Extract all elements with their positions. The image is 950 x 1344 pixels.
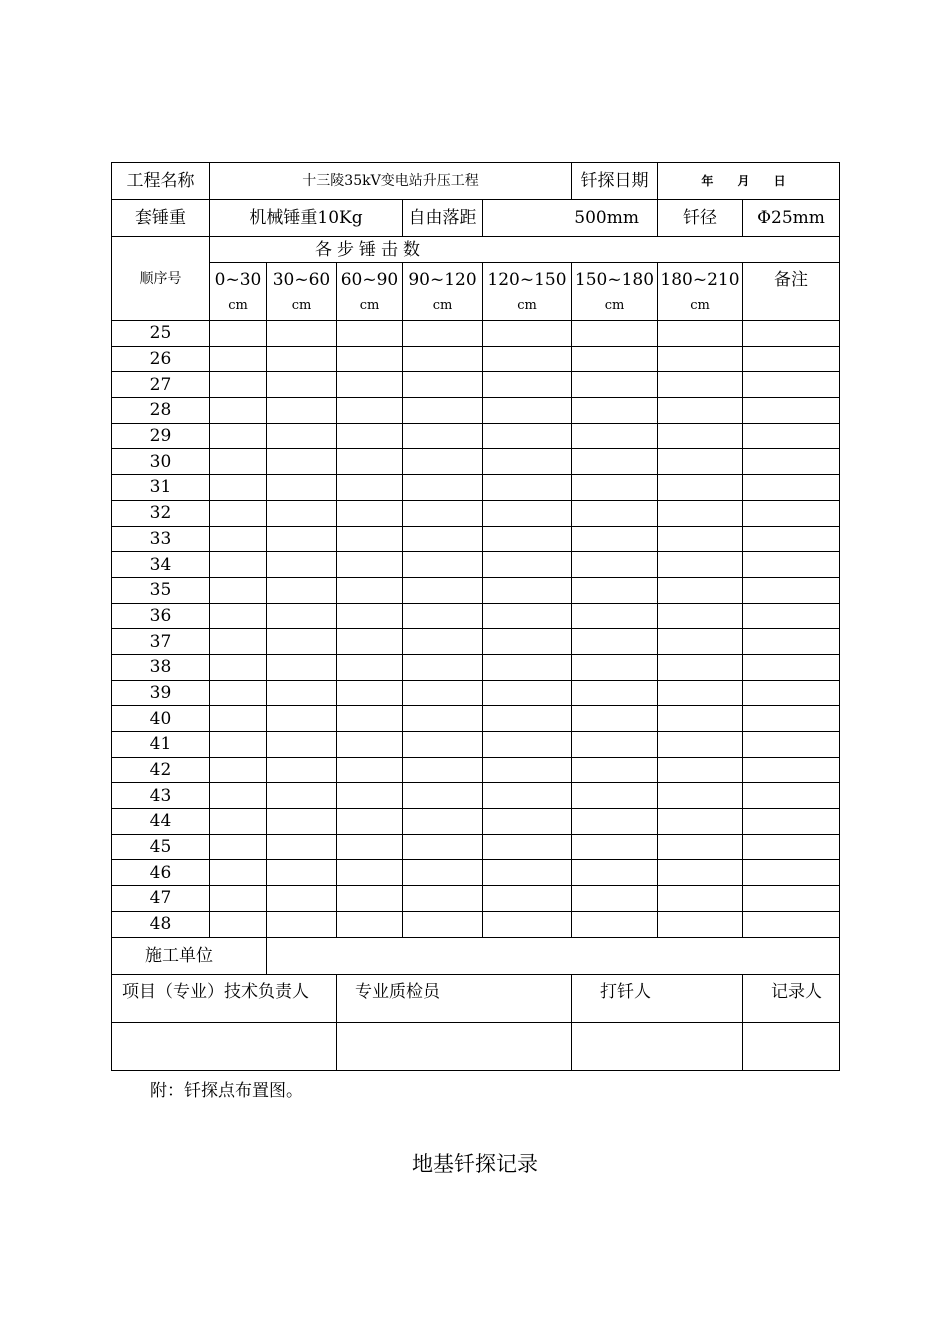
depth-column-header	[572, 263, 658, 321]
blow-count-cell	[743, 372, 840, 398]
table-row	[112, 475, 840, 501]
blow-count-cell	[337, 321, 403, 347]
blow-count-cell	[743, 398, 840, 424]
blow-count-cell	[743, 732, 840, 758]
blow-count-cell	[267, 423, 337, 449]
blow-count-cell	[572, 886, 658, 912]
recorder-label: 记录人	[743, 974, 840, 1022]
blow-count-cell	[743, 475, 840, 501]
blow-count-cell	[403, 577, 483, 603]
blow-count-cell	[403, 398, 483, 424]
blow-count-cell	[743, 809, 840, 835]
table-row	[112, 860, 840, 886]
blow-count-cell	[403, 423, 483, 449]
blow-count-cell	[743, 603, 840, 629]
depth-range: 90~120	[408, 270, 477, 290]
blow-count-cell	[572, 321, 658, 347]
depth-unit: cm	[690, 298, 710, 313]
blow-count-cell	[210, 809, 267, 835]
table-row	[112, 398, 840, 424]
table-row	[112, 654, 840, 680]
depth-range: 60~90	[340, 270, 399, 290]
blow-count-cell	[572, 500, 658, 526]
blow-count-cell	[658, 809, 743, 835]
depth-range: 180~210	[660, 270, 740, 290]
blow-count-cell	[572, 423, 658, 449]
blow-count-cell	[572, 372, 658, 398]
row-number: 28	[112, 398, 210, 424]
blow-count-cell	[743, 500, 840, 526]
row-number: 42	[112, 757, 210, 783]
construction-unit-label: 施工单位	[112, 937, 267, 974]
free-fall-label: 自由落距	[403, 200, 483, 237]
blow-count-cell	[267, 911, 337, 937]
depth-unit: cm	[604, 298, 625, 313]
table-row	[112, 500, 840, 526]
blow-count-cell	[483, 757, 572, 783]
blow-count-cell	[210, 680, 267, 706]
blow-count-cell	[337, 526, 403, 552]
table-row	[112, 783, 840, 809]
rod-diameter-value: Φ25mm	[743, 200, 840, 237]
blow-count-cell	[210, 732, 267, 758]
blow-count-cell	[337, 449, 403, 475]
blow-count-cell	[210, 475, 267, 501]
blow-count-cell	[403, 346, 483, 372]
table-row	[112, 706, 840, 732]
blow-count-cell	[337, 757, 403, 783]
quality-inspector-signature	[337, 1022, 572, 1070]
blow-count-cell	[658, 629, 743, 655]
blow-count-cell	[658, 577, 743, 603]
blow-count-cell	[210, 629, 267, 655]
table-row	[112, 680, 840, 706]
blow-count-cell	[267, 809, 337, 835]
row-number: 37	[112, 629, 210, 655]
blow-count-cell	[403, 372, 483, 398]
row-number: 40	[112, 706, 210, 732]
blow-count-cell	[337, 552, 403, 578]
blow-count-cell	[403, 860, 483, 886]
blow-count-cell	[210, 860, 267, 886]
blow-count-cell	[658, 834, 743, 860]
blow-count-cell	[210, 706, 267, 732]
blow-count-cell	[658, 886, 743, 912]
blow-count-cell	[572, 475, 658, 501]
blow-count-cell	[658, 732, 743, 758]
blow-count-cell	[483, 526, 572, 552]
blow-count-cell	[483, 834, 572, 860]
row-number: 39	[112, 680, 210, 706]
blow-count-cell	[743, 629, 840, 655]
row-number: 46	[112, 860, 210, 886]
row-number: 35	[112, 577, 210, 603]
blow-count-cell	[337, 860, 403, 886]
blow-count-cell	[572, 834, 658, 860]
row-number: 29	[112, 423, 210, 449]
blow-count-cell	[267, 680, 337, 706]
blow-count-cell	[483, 449, 572, 475]
blow-count-cell	[267, 500, 337, 526]
remarks-header: 备注	[743, 263, 840, 321]
blow-count-cell	[210, 654, 267, 680]
blow-count-cell	[572, 757, 658, 783]
blow-count-cell	[337, 809, 403, 835]
blow-count-cell	[483, 398, 572, 424]
blow-count-cell	[483, 475, 572, 501]
recorder-signature	[743, 1022, 840, 1070]
blow-count-cell	[337, 475, 403, 501]
blow-count-cell	[572, 860, 658, 886]
blow-count-cell	[658, 706, 743, 732]
blow-count-cell	[267, 449, 337, 475]
depth-range: 150~180	[574, 270, 655, 290]
rod-diameter-label: 钎径	[658, 200, 743, 237]
blow-count-cell	[483, 346, 572, 372]
quality-inspector-label: 专业质检员	[337, 974, 572, 1022]
blow-count-cell	[572, 603, 658, 629]
row-number: 32	[112, 500, 210, 526]
blow-count-cell	[403, 526, 483, 552]
construction-unit-value	[267, 937, 840, 974]
blow-count-cell	[743, 706, 840, 732]
blow-count-cell	[267, 552, 337, 578]
row-number: 47	[112, 886, 210, 912]
row-number: 41	[112, 732, 210, 758]
probe-date-value: 年 月 日	[658, 163, 840, 200]
blow-count-cell	[267, 654, 337, 680]
blow-count-cell	[743, 680, 840, 706]
blow-count-cell	[658, 500, 743, 526]
free-fall-value: 500mm	[483, 200, 658, 237]
blow-count-cell	[337, 500, 403, 526]
depth-unit: cm	[228, 298, 248, 313]
blow-count-cell	[210, 603, 267, 629]
blow-count-cell	[403, 809, 483, 835]
table-row	[112, 552, 840, 578]
depth-column-header	[267, 263, 337, 321]
blow-count-cell	[337, 834, 403, 860]
blow-count-cell	[337, 629, 403, 655]
blow-count-cell	[267, 860, 337, 886]
row-number: 25	[112, 321, 210, 347]
blow-count-cell	[658, 603, 743, 629]
table-row	[112, 732, 840, 758]
blow-count-cell	[267, 398, 337, 424]
blow-count-cell	[658, 552, 743, 578]
table-row	[112, 911, 840, 937]
blow-count-cell	[572, 732, 658, 758]
blow-count-cell	[337, 680, 403, 706]
row-number: 30	[112, 449, 210, 475]
blow-count-cell	[267, 577, 337, 603]
table-row	[112, 577, 840, 603]
blow-count-cell	[743, 860, 840, 886]
blow-count-cell	[337, 783, 403, 809]
blow-count-cell	[658, 475, 743, 501]
blow-count-cell	[572, 629, 658, 655]
blow-count-cell	[337, 423, 403, 449]
blow-count-cell	[337, 372, 403, 398]
tech-lead-label: 项目（专业）技术负责人	[112, 974, 337, 1022]
blow-count-cell	[483, 423, 572, 449]
blow-count-cell	[658, 911, 743, 937]
blow-count-cell	[658, 757, 743, 783]
blow-count-cell	[403, 706, 483, 732]
blow-count-cell	[658, 680, 743, 706]
blow-count-cell	[267, 475, 337, 501]
blow-count-cell	[403, 732, 483, 758]
blow-count-cell	[337, 732, 403, 758]
blow-count-cell	[483, 577, 572, 603]
blow-count-cell	[743, 577, 840, 603]
table-row	[112, 834, 840, 860]
blow-count-cell	[403, 475, 483, 501]
blow-count-cell	[483, 629, 572, 655]
depth-column-header	[403, 263, 483, 321]
blow-count-cell	[337, 886, 403, 912]
blow-count-cell	[483, 603, 572, 629]
blow-count-cell	[210, 577, 267, 603]
blow-count-cell	[267, 706, 337, 732]
table-row	[112, 372, 840, 398]
blow-count-cell	[572, 577, 658, 603]
row-number: 38	[112, 654, 210, 680]
blow-count-cell	[267, 346, 337, 372]
row-number: 45	[112, 834, 210, 860]
blow-count-cell	[337, 346, 403, 372]
project-name-value: 十三陵35kV变电站升压工程	[210, 163, 572, 200]
depth-unit: cm	[432, 298, 453, 313]
table-row	[112, 757, 840, 783]
table-row	[112, 629, 840, 655]
blow-count-cell	[267, 526, 337, 552]
blow-count-cell	[403, 834, 483, 860]
blow-count-cell	[572, 783, 658, 809]
blow-count-cell	[337, 911, 403, 937]
blow-count-cell	[267, 783, 337, 809]
blow-count-cell	[483, 321, 572, 347]
blow-count-cell	[658, 346, 743, 372]
blow-count-cell	[658, 526, 743, 552]
blow-count-cell	[483, 680, 572, 706]
blow-count-cell	[210, 757, 267, 783]
blow-count-cell	[743, 783, 840, 809]
row-number: 27	[112, 372, 210, 398]
blow-count-cell	[267, 629, 337, 655]
blow-count-cell	[658, 372, 743, 398]
blow-count-cell	[210, 886, 267, 912]
project-name-label: 工程名称	[112, 163, 210, 200]
depth-column-header	[210, 263, 267, 321]
blow-count-cell	[403, 629, 483, 655]
table-row	[112, 809, 840, 835]
blow-count-cell	[483, 732, 572, 758]
blow-count-cell	[658, 783, 743, 809]
blow-count-cell	[403, 911, 483, 937]
table-row	[112, 423, 840, 449]
blow-count-cell	[572, 552, 658, 578]
attachment-note: 附：钎探点布置图。	[150, 1081, 303, 1101]
blow-count-cell	[267, 757, 337, 783]
hammer-weight-label: 套锤重	[112, 200, 210, 237]
depth-column-header	[483, 263, 572, 321]
blow-count-cell	[743, 886, 840, 912]
blow-count-cell	[572, 398, 658, 424]
row-number: 36	[112, 603, 210, 629]
row-number: 26	[112, 346, 210, 372]
hammer-weight-value: 机械锤重10Kg	[210, 200, 403, 237]
blow-count-cell	[403, 757, 483, 783]
blow-count-cell	[572, 706, 658, 732]
blow-count-cell	[210, 526, 267, 552]
table-row	[112, 603, 840, 629]
blow-count-cell	[210, 398, 267, 424]
driller-label: 打钎人	[572, 974, 743, 1022]
blow-count-cell	[572, 680, 658, 706]
document-title: 地基钎探记录	[412, 1152, 538, 1176]
blow-count-cell	[210, 372, 267, 398]
blow-count-cell	[210, 552, 267, 578]
blow-count-cell	[403, 552, 483, 578]
blow-count-cell	[483, 911, 572, 937]
blow-count-header: 各步锤击数	[210, 237, 840, 263]
blow-count-cell	[267, 603, 337, 629]
blow-count-cell	[483, 372, 572, 398]
depth-range: 30~60	[272, 270, 331, 290]
blow-count-cell	[483, 654, 572, 680]
row-number: 48	[112, 911, 210, 937]
blow-count-cell	[403, 321, 483, 347]
blow-count-cell	[483, 783, 572, 809]
table-row	[112, 449, 840, 475]
table-row	[112, 886, 840, 912]
blow-count-cell	[743, 654, 840, 680]
blow-count-cell	[743, 834, 840, 860]
blow-count-cell	[210, 423, 267, 449]
blow-count-cell	[337, 398, 403, 424]
blow-count-cell	[210, 783, 267, 809]
blow-count-cell	[403, 783, 483, 809]
blow-count-cell	[743, 423, 840, 449]
blow-count-cell	[743, 321, 840, 347]
blow-count-cell	[267, 372, 337, 398]
depth-range: 0~30	[214, 270, 262, 290]
tech-lead-signature	[112, 1022, 337, 1070]
probe-record-table	[111, 162, 840, 1071]
blow-count-cell	[658, 398, 743, 424]
row-number: 43	[112, 783, 210, 809]
blow-count-cell	[483, 809, 572, 835]
blow-count-cell	[572, 911, 658, 937]
blow-count-cell	[403, 449, 483, 475]
driller-signature	[572, 1022, 743, 1070]
blow-count-cell	[210, 346, 267, 372]
blow-count-cell	[483, 706, 572, 732]
blow-count-cell	[267, 886, 337, 912]
row-number: 33	[112, 526, 210, 552]
blow-count-cell	[743, 911, 840, 937]
blow-count-cell	[658, 321, 743, 347]
table-row	[112, 321, 840, 347]
blow-count-cell	[658, 449, 743, 475]
blow-count-cell	[210, 911, 267, 937]
blow-count-cell	[337, 706, 403, 732]
blow-count-cell	[403, 654, 483, 680]
blow-count-cell	[403, 886, 483, 912]
blow-count-cell	[743, 552, 840, 578]
blow-count-cell	[210, 500, 267, 526]
blow-count-cell	[658, 423, 743, 449]
blow-count-cell	[483, 860, 572, 886]
blow-count-cell	[572, 526, 658, 552]
depth-unit: cm	[517, 298, 537, 313]
blow-count-cell	[483, 552, 572, 578]
row-number: 31	[112, 475, 210, 501]
blow-count-cell	[743, 449, 840, 475]
table-row	[112, 346, 840, 372]
blow-count-cell	[210, 449, 267, 475]
blow-count-cell	[743, 346, 840, 372]
blow-count-cell	[743, 757, 840, 783]
depth-column-header	[658, 263, 743, 321]
blow-count-cell	[658, 654, 743, 680]
blow-count-cell	[337, 577, 403, 603]
blow-count-cell	[267, 732, 337, 758]
blow-count-cell	[572, 346, 658, 372]
blow-count-cell	[572, 654, 658, 680]
blow-count-cell	[403, 603, 483, 629]
blow-count-cell	[658, 860, 743, 886]
depth-column-header	[337, 263, 403, 321]
depth-unit: cm	[359, 298, 380, 313]
blow-count-cell	[267, 834, 337, 860]
blow-count-cell	[572, 809, 658, 835]
probe-date-label: 钎探日期	[572, 163, 658, 200]
row-number: 34	[112, 552, 210, 578]
table-row	[112, 526, 840, 552]
depth-unit: cm	[291, 298, 312, 313]
depth-range: 120~150	[487, 270, 567, 290]
blow-count-cell	[403, 500, 483, 526]
blow-count-cell	[337, 603, 403, 629]
blow-count-cell	[337, 654, 403, 680]
blow-count-cell	[743, 526, 840, 552]
row-number: 44	[112, 809, 210, 835]
blow-count-cell	[403, 680, 483, 706]
blow-count-cell	[210, 321, 267, 347]
blow-count-cell	[483, 886, 572, 912]
blow-count-cell	[210, 834, 267, 860]
blow-count-cell	[572, 449, 658, 475]
sequence-number-header: 顺序号	[112, 237, 210, 321]
blow-count-cell	[267, 321, 337, 347]
blow-count-cell	[483, 500, 572, 526]
